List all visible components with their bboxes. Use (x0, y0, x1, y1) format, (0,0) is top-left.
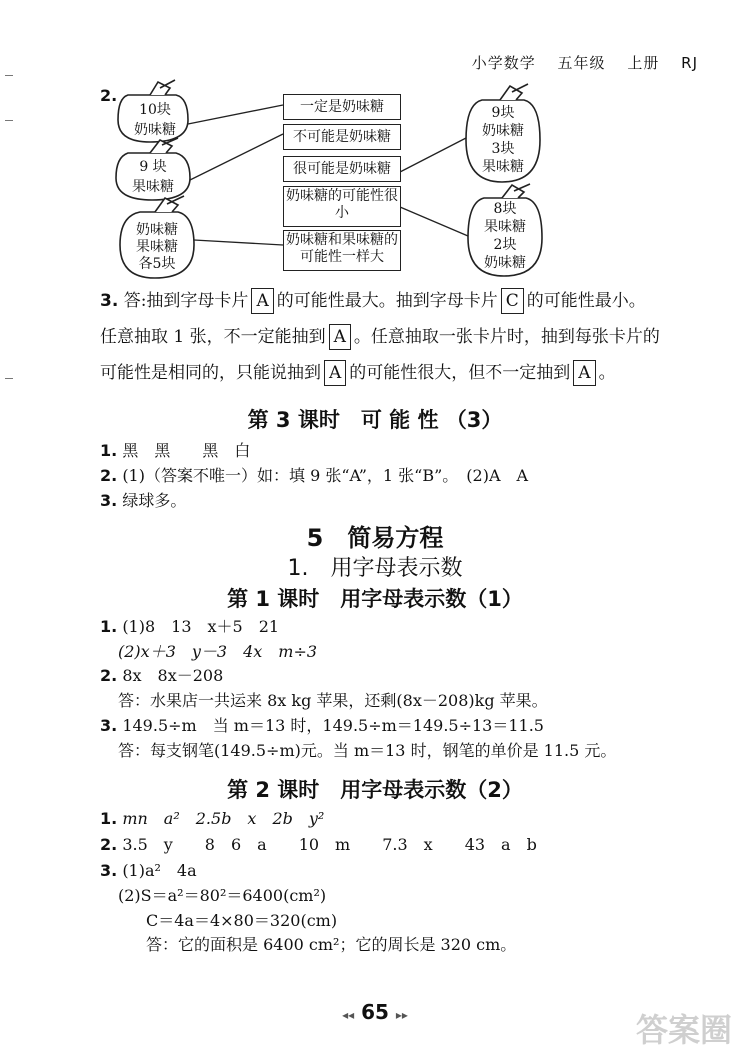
next-arrows-icon: ▸▸ (395, 1008, 408, 1022)
answer-line: 答：水果店一共运来 8x kg 苹果，还剩(8x－208)kg 苹果。 (118, 691, 548, 710)
lesson-title: 第 1 课时 用字母表示数（1） (227, 587, 523, 611)
bag-label: 8块 果味糖 2块 奶味糖 (484, 201, 526, 271)
answer-line: (2)x＋3 y－3 4x m÷3 (118, 642, 318, 661)
bag-label: 9 块 果味糖 (132, 159, 174, 195)
answer-line: (2)S＝a²＝80²＝6400(cm²) (118, 886, 327, 905)
option-box: 不可能是奶味糖 (283, 124, 401, 150)
option-box: 一定是奶味糖 (283, 94, 401, 120)
header-grade: 五年级 (557, 54, 606, 72)
section-title: 1. 用字母表示数 (287, 556, 463, 581)
letter-card: A (329, 324, 351, 350)
option-box: 奶味糖和果味糖的可能性一样大 (283, 230, 401, 271)
answer-line: 1. 黑 黑 黑 白 (100, 441, 251, 460)
chapter-title: 5 简易方程 (306, 524, 444, 552)
header-edition: RJ (681, 54, 698, 72)
option-box: 很可能是奶味糖 (283, 156, 401, 182)
match-line (400, 207, 468, 236)
match-line (400, 138, 466, 172)
bag-label: 10块 奶味糖 (134, 102, 176, 138)
lesson-title: 第 3 课时 可 能 性 （3） (247, 408, 503, 432)
header-subject: 小学数学 (471, 54, 536, 72)
match-line (194, 240, 283, 245)
match-line (190, 134, 283, 180)
answer-line: 3. 149.5÷m 当 m＝13 时，149.5÷m＝149.5÷13＝11.5 (100, 716, 544, 735)
candy-bag-4-tie (500, 84, 528, 100)
candy-bag-1-tie (150, 80, 175, 95)
answer-line: 可能性是相同的，只能说抽到 A 的可能性很大，但不一定抽到 A 。 (100, 358, 616, 386)
answer-line: 2. (1)（答案不唯一）如：填 9 张“A”，1 张“B”。 (2)A A (100, 466, 529, 485)
answer-line: 3. 绿球多。 (100, 491, 187, 510)
prev-arrows-icon: ◂◂ (342, 1008, 355, 1022)
answer-line: 3. (1)a² 4a (100, 861, 197, 880)
answer-line: 1. mn a² 2.5b x 2b y² (100, 809, 325, 828)
candy-bag-5-tie (502, 184, 530, 198)
letter-card: C (501, 288, 524, 314)
letter-card: A (573, 360, 595, 386)
answer-line: C＝4a＝4×80＝320(cm) (146, 911, 338, 930)
watermark: 答案圈 (635, 1011, 732, 1049)
answer-line: 答：它的面积是 6400 cm²；它的周长是 320 cm。 (146, 935, 517, 954)
bag-label: 9块 奶味糖 3块 果味糖 (482, 105, 524, 175)
answer-line: 1. (1)8 13 x＋5 21 (100, 617, 280, 636)
lesson-title: 第 2 课时 用字母表示数（2） (227, 778, 523, 802)
answer-line: 任意抽取 1 张，不一定能抽到 A 。任意抽取一张卡片时，抽到每张卡片的 (100, 322, 660, 350)
match-line (188, 105, 283, 124)
margin-mark (5, 378, 13, 379)
option-box: 奶味糖的可能性很小 (283, 186, 401, 227)
letter-card: A (324, 360, 346, 386)
bag-label: 奶味糖 果味糖 各5块 (136, 222, 178, 272)
answer-line: 2. 8x 8x－208 (100, 666, 224, 685)
page-number: 65 (361, 1000, 389, 1024)
header-volume: 上册 (627, 54, 660, 72)
letter-card: A (251, 288, 273, 314)
question-number: 2. (100, 86, 118, 105)
answer-line: 3. 答:抽到字母卡片 A 的可能性最大。抽到字母卡片 C 的可能性最小。 (100, 286, 646, 314)
answer-line: 答：每支钢笔(149.5÷m)元。当 m＝13 时，钢笔的单价是 11.5 元。 (118, 741, 617, 760)
answer-line: 2. 3.5 y 8 6 a 10 m 7.3 x 43 a b (100, 835, 537, 854)
